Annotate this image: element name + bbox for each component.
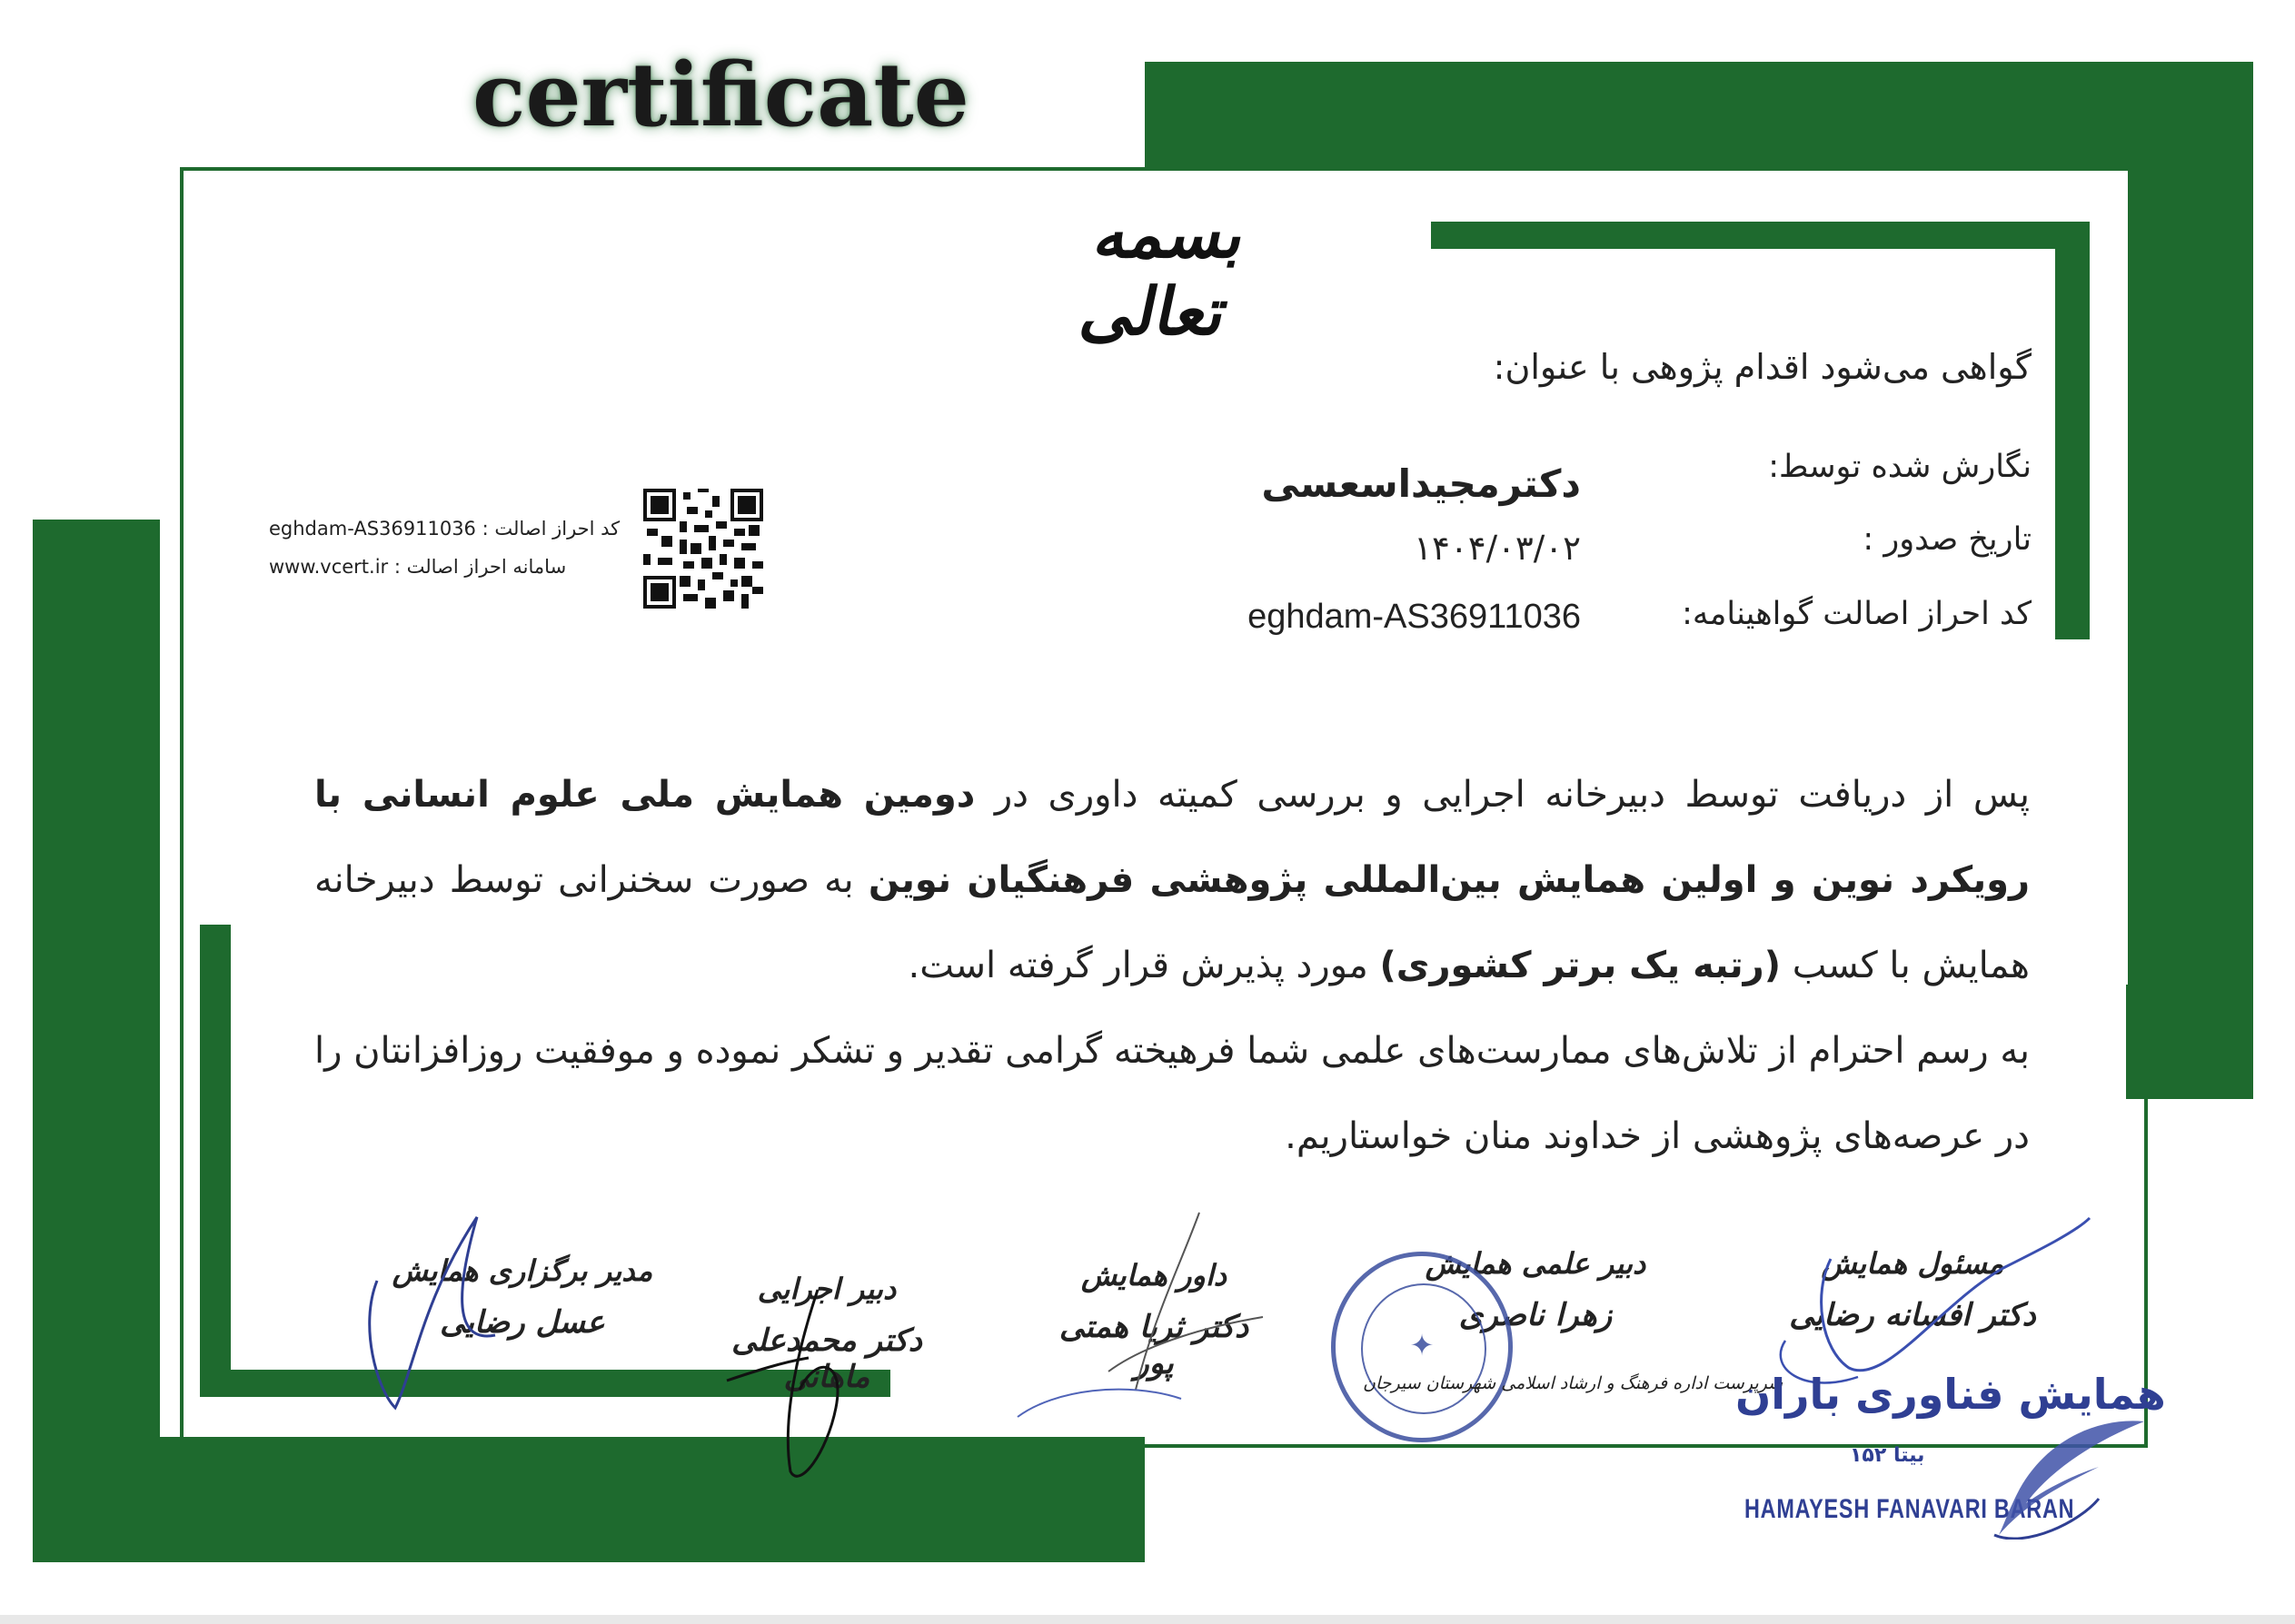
certificate-body [314, 752, 2030, 1179]
qr-site-text: سامانه احراز اصالت : www.vcert.ir [269, 556, 567, 578]
author-value: دکترمجیداسعسی [1261, 461, 1581, 506]
body-text-part: به صورت سخنرانی توسط دبیرخانه همایش با کسب [314, 859, 2030, 986]
signature-role: دبیر علمی همایش [1425, 1246, 1646, 1281]
signature-scribble-referee [999, 1208, 1272, 1444]
date-value: ۱۴۰۴/۰۳/۰۲ [1414, 529, 1581, 568]
stamp-caption: سرپرست اداره فرهنگ و ارشاد اسلامی شهرستان سیرجان [1363, 1373, 1783, 1393]
signature-name: عسل رضایی [440, 1304, 605, 1341]
brand-tag: بیتا ۱۵۲ [1850, 1444, 1925, 1467]
signature-scribble-executive [690, 1272, 927, 1490]
date-label: تاریخ صدور : [1863, 521, 2032, 558]
author-label: نگارش شده توسط: [1768, 449, 2032, 485]
brand-name-fa: همایش فناوری باران [1735, 1370, 2166, 1419]
frame-block-left [33, 520, 160, 1562]
bismillah-heading: بسمه تعالی [1074, 195, 1255, 350]
frame-bar-inner-right-fg [2055, 222, 2090, 639]
conference-title: دومین همایش ملی علوم انسانی با رویکرد نوین و اولین همایش بین‌المللی پژوهشی فرهنگیان نوین [314, 774, 2030, 901]
code-value: eghdam-AS36911036 [1247, 598, 1581, 636]
signature-role: مسئول همایش [1821, 1246, 2004, 1281]
emblem-icon: ✦ [1409, 1328, 1435, 1362]
official-stamp [1331, 1252, 1513, 1442]
signature-scribble-manager [359, 1208, 559, 1417]
code-label: کد احراز اصالت گواهینامه: [1682, 596, 2032, 632]
signature-name: دکتر ثریا همتی پور [1058, 1309, 1249, 1381]
rank-text: (رتبه یک برتر کشوری) [1379, 945, 1781, 986]
signature-name: دکتر محمدعلی ماهانی [731, 1322, 922, 1395]
bottom-strip [0, 1615, 2295, 1624]
brand-seal [1735, 1370, 2166, 1419]
frame-block-top-right [1145, 62, 2253, 169]
body-text-part: مورد پذیرش قرار گرفته است. [908, 945, 1380, 986]
signature-name: زهرا ناصری [1458, 1297, 1613, 1333]
brand-name-en: HAMAYESH FANAVARI BARAN [1744, 1494, 2075, 1524]
certificate-title: certificate [472, 44, 969, 146]
frame-block-right-fg [2126, 985, 2253, 1099]
feather-icon [1990, 1412, 2153, 1540]
closing-paragraph: به رسم احترام از تلاش‌های ممارست‌های علمی شما فرهیخته گرامی تقدیر و تشکر نموده و موفقیت روزافزانتان را در عرصه‌های پژوهشی از خداوند منان خواستاریم. [314, 1030, 2030, 1157]
body-text-part: پس از دریافت توسط دبیرخانه اجرایی و بررسی کمیته داوری در [975, 774, 2030, 816]
signature-role: دبیر اجرایی [757, 1272, 897, 1306]
signature-role: داور همایش [1080, 1258, 1227, 1292]
frame-bar-inner-top-fg [1431, 222, 2090, 249]
frame-block-bottom-left [33, 1437, 1145, 1562]
qr-code-icon[interactable] [643, 489, 763, 609]
certificate-intro: گواهی می‌شود اقدام پژوهی با عنوان: [1493, 347, 2032, 387]
qr-code-text: کد احراز اصالت : eghdam-AS36911036 [269, 518, 621, 540]
signature-name: دکتر افسانه رضایی [1789, 1297, 2036, 1333]
signature-role: مدیر برگزاری همایش [392, 1253, 653, 1288]
frame-block-bottom-left-fg [160, 1437, 1145, 1446]
frame-bar-inner-left-fg [200, 925, 231, 1397]
